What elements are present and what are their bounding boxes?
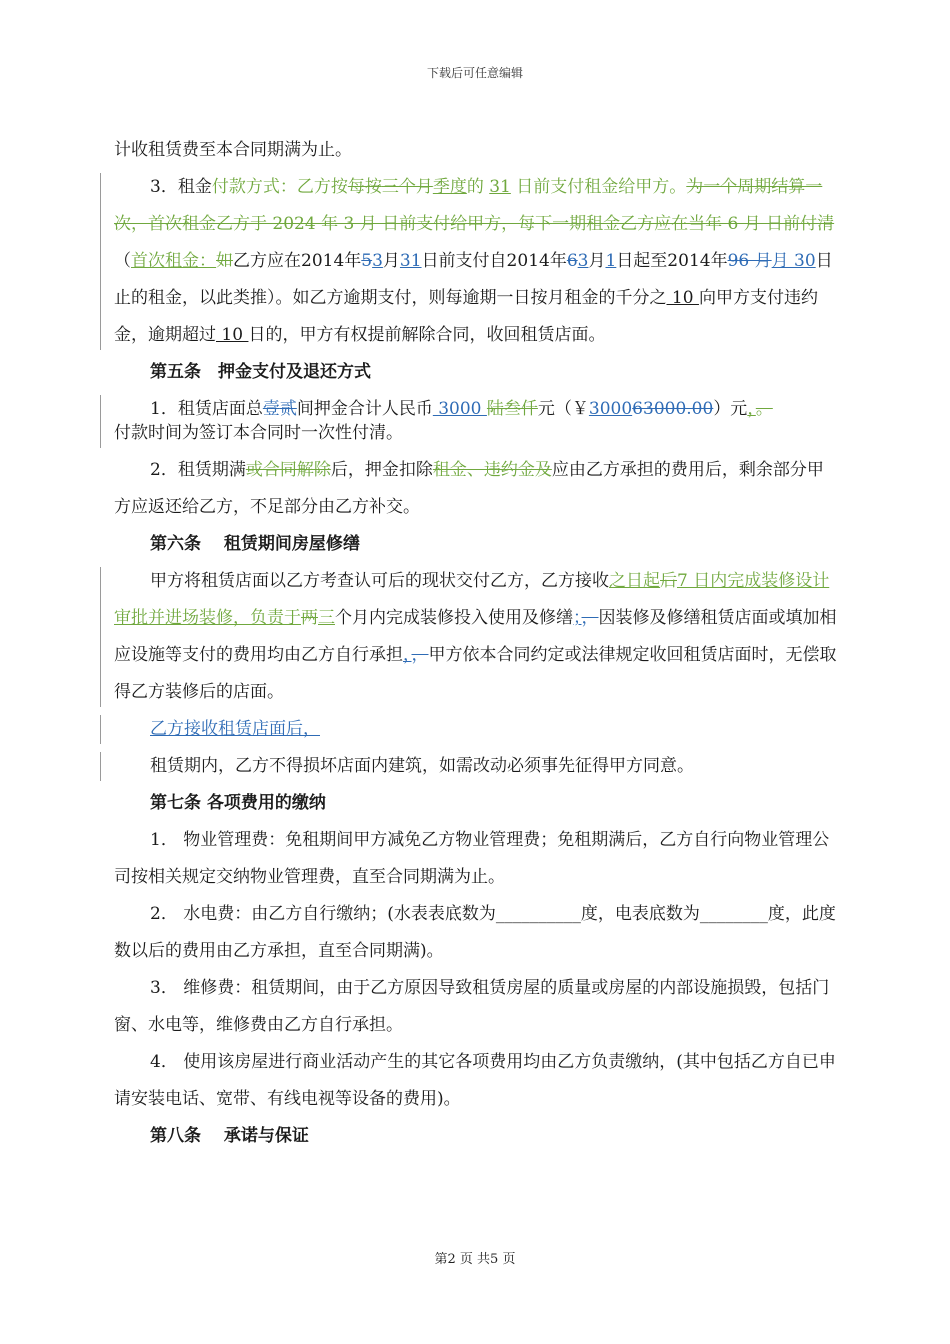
rent-payment-paragraph: 3．租金付款方式：乙方按每按三个月季度的 31 日前支付租金给甲方。为一个周期结算一次，首次租金乙方于 2024 年 3 月 日前支付给甲方，每下一期租金乙方应在当年 6 月 日前付清（首次租金：如乙方应在2014年53月31日前支付自2014年63月1日起至2014年96 月月 30日止的租金，以此类推）。如乙方逾期支付，则每逾期一日按月租金的千分之 10 向甲方支付违约金，逾期超过 10 日的，甲方有权提前解除合同，收回租赁店面。	[114, 169, 840, 354]
contract-body	[114, 132, 840, 1155]
inserted-line: 乙方接收租赁店面后，	[114, 711, 840, 748]
article-7-heading: 第七条 各项费用的缴纳	[150, 793, 326, 813]
utility-fee-paragraph: 2． 水电费：由乙方自行缴纳；(水表表底数为__________度，电表底数为________度，此度数以后的费用由乙方承担，直至合同期满)。	[114, 904, 836, 961]
no-damage-paragraph: 租赁期内，乙方不得损坏店面内建筑，如需改动必须事先征得甲方同意。	[114, 748, 840, 785]
repair-fee-paragraph: 3． 维修费：租赁期间，由于乙方原因导致租赁房屋的质量或房屋的内部设施损毁，包括门窗、水电等，维修费由乙方自行承担。	[114, 978, 830, 1035]
deposit-refund-paragraph: 2．租赁期满或合同解除后，押金扣除租金、违约金及应由乙方承担的费用后，剩余部分甲方应返还给乙方，不足部分由乙方补交。	[114, 460, 824, 517]
article-8-heading: 第八条 承诺与保证	[150, 1126, 309, 1146]
page-footer: 第2 页 共5 页	[434, 1252, 516, 1267]
page-header: 下载后可任意编辑	[426, 66, 523, 80]
other-fees-paragraph: 4． 使用该房屋进行商业活动产生的其它各项费用均由乙方负责缴纳，(其中包括乙方自已申请安装电话、宽带、有线电视等设备的费用)。	[114, 1052, 836, 1109]
deposit-amount-paragraph: 1．租赁店面总壹贰间押金合计人民币 3000 陆叁仟元（￥300063000.00）元，。 付款时间为签订本合同时一次性付清。	[114, 391, 840, 452]
continued-paragraph: 计收租赁费至本合同期满为止。	[114, 140, 352, 160]
property-fee-paragraph: 1． 物业管理费：免租期间甲方减免乙方物业管理费；免租期满后，乙方自行向物业管理公司按相关规定交纳物业管理费，直至合同期满为止。	[114, 830, 830, 887]
repair-paragraph: 甲方将租赁店面以乙方考查认可后的现状交付乙方，乙方接收之日起后7 日内完成装修设计审批并进场装修，负责于两三个月内完成装修投入使用及修缮；，因装修及修缮租赁店面或填加相应设施等支付的费用均由乙方自行承担，，甲方依本合同约定或法律规定收回租赁店面时，无偿取得乙方装修后的店面。	[114, 563, 840, 711]
article-6-heading: 第六条 租赁期间房屋修缮	[150, 534, 360, 554]
article-5-heading: 第五条 押金支付及退还方式	[150, 362, 371, 382]
